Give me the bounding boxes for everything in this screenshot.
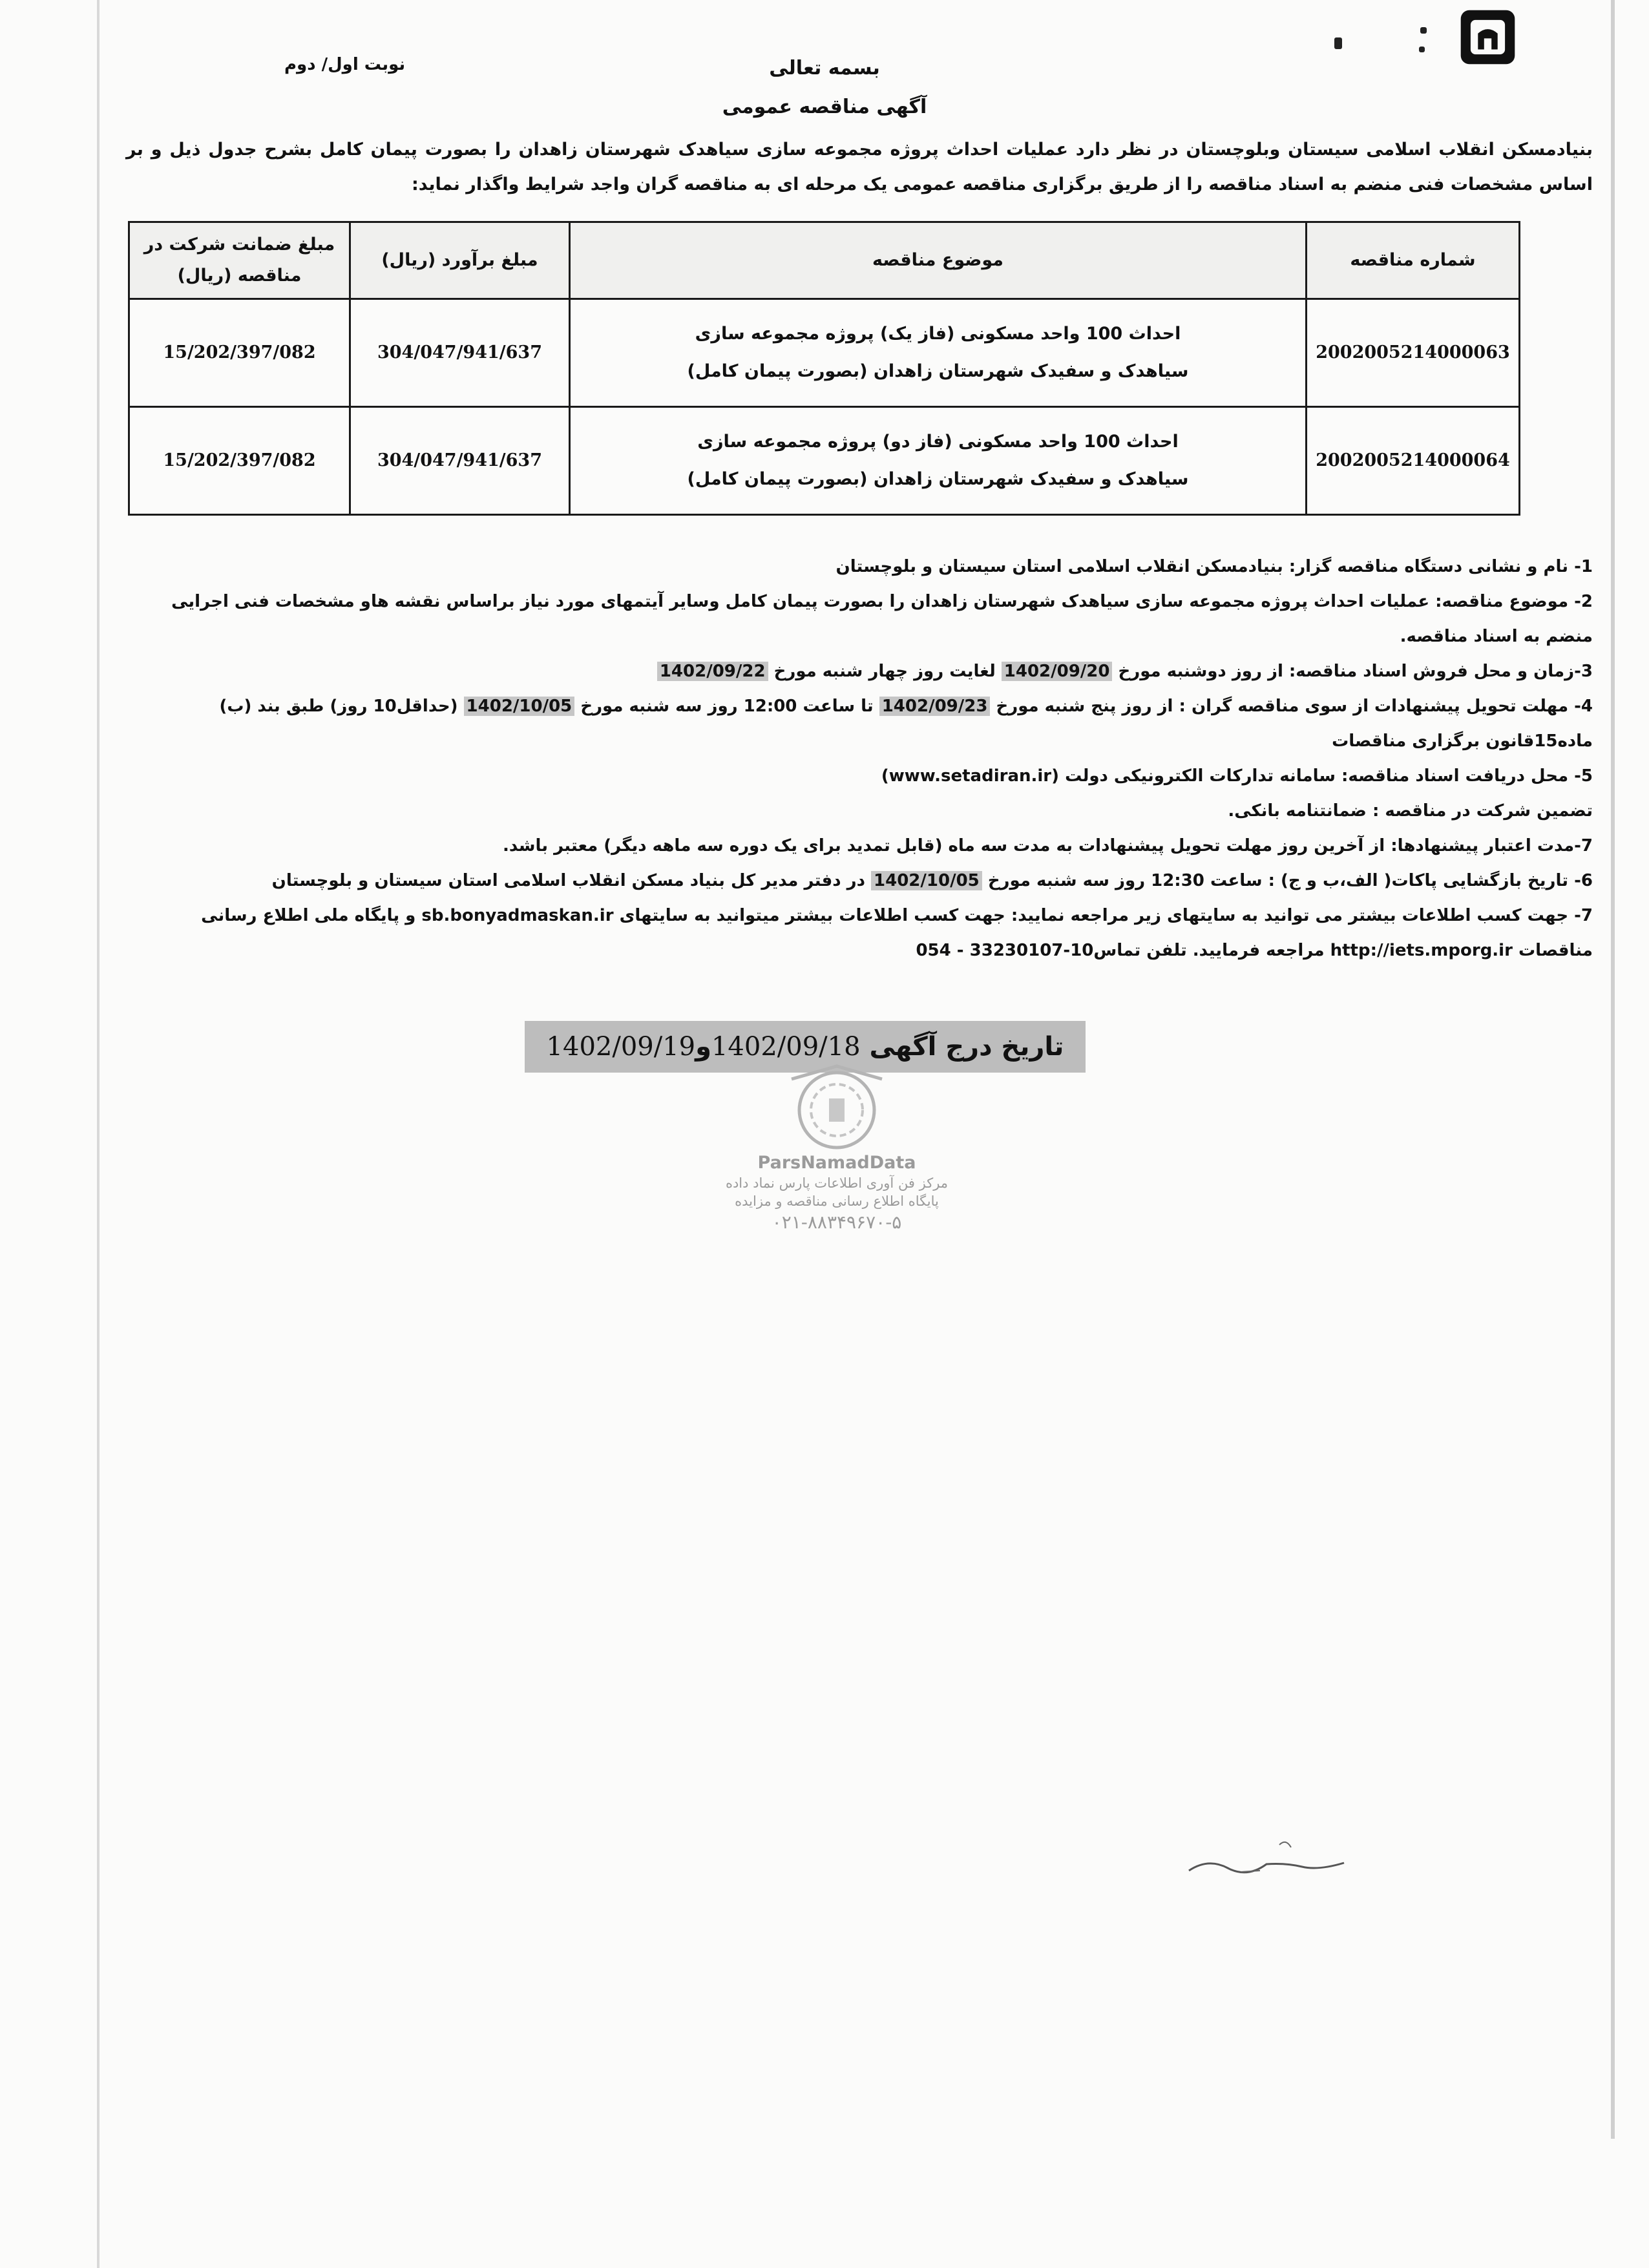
clause-text: 6- تاریخ بازگشایی پاکات( الف،ب و ج) : ساعت 12:30 روز سه شنبه مورخ — [987, 871, 1593, 890]
publish-date: 1402/09/19 — [546, 1032, 696, 1062]
date-highlight: 1402/09/22 — [657, 662, 768, 681]
setad-link[interactable]: (www.setadiran.ir) — [881, 766, 1059, 786]
clause-text: 7- جهت کسب اطلاعات بیشتر می توانید به سایتهای زیر مراجعه نمایید: جهت کسب اطلاعات بیشتر میتوانید به سایتهای — [619, 906, 1593, 925]
watermark-phone: ۰۲۱-۸۸۳۴۹۶۷۰-۵ — [772, 1212, 902, 1233]
clause-text: مراجعه فرمایید. تلفن تماس10-33230107 - 054 — [916, 941, 1325, 960]
date-highlight: 1402/10/05 — [464, 697, 575, 716]
tender-number: 2002005214000063 — [1307, 299, 1520, 407]
page-title: آگهی مناقصه عمومی — [722, 96, 927, 118]
header-tender-number: شماره مناقصه — [1307, 222, 1520, 299]
clause-text: و پایگاه ملی اطلاع رسانی مناقصات — [201, 906, 1593, 960]
page-edge-left — [97, 0, 100, 2268]
tender-table — [128, 221, 1520, 516]
watermark-line: مرکز فن آوری اطلاعات پارس نماد داده — [725, 1175, 949, 1191]
bismillah: بسمه تعالی — [769, 57, 880, 79]
header-guarantee-text: مبلغ ضمانت شرکت در مناقصه (ریال) — [143, 235, 335, 286]
watermark-brand: ParsNamadData — [757, 1153, 916, 1173]
clause-submission-deadline — [129, 689, 1593, 759]
table-row — [129, 299, 1520, 407]
table-header-row — [129, 222, 1520, 299]
header-guarantee — [129, 222, 350, 299]
bonyad-site-link[interactable]: sb.bonyadmaskan.ir — [421, 906, 614, 925]
round-label: نوبت اول/ دوم — [284, 55, 406, 74]
tender-estimate: 304/047/941/637 — [350, 299, 570, 407]
watermark-emblem-icon — [772, 1060, 901, 1150]
tender-estimate: 304/047/941/637 — [350, 407, 570, 515]
date-highlight: 1402/10/05 — [871, 871, 982, 890]
publish-and: و — [695, 1032, 711, 1062]
clause-text: لغایت روز چهار شنبه مورخ — [773, 662, 996, 681]
clause-text: 5- محل دریافت اسناد مناقصه: سامانه تدارکات الکترونیکی دولت — [1065, 766, 1593, 786]
clause-validity: 7-مدت اعتبار پیشنهادها: از آخرین روز مهلت تحویل پیشنهادات به مدت سه ماه (قابل تمدید برای یک دوره سه ماهه دیگر) معتبر باشد. — [503, 836, 1593, 856]
iets-site-link[interactable]: http://iets.mporg.ir — [1330, 941, 1513, 960]
clause-text: تا ساعت 12:00 روز سه شنبه مورخ — [580, 697, 874, 716]
clause-document-sale — [129, 654, 1593, 689]
watermark-line: پایگاه اطلاع رسانی مناقصه و مزایده — [735, 1193, 939, 1209]
date-highlight: 1402/09/23 — [879, 697, 991, 716]
date-highlight: 1402/09/20 — [1002, 662, 1113, 681]
clause-more-info — [129, 898, 1593, 968]
clause-text: 3-زمان و محل فروش اسناد مناقصه: از روز دوشنبه مورخ — [1118, 662, 1593, 681]
header-estimate: مبلغ برآورد (ریال) — [350, 222, 570, 299]
scan-speck — [1334, 37, 1342, 49]
tender-subject-line: احداث 100 واحد مسکونی (فاز یک) پروژه مجموعه سازی — [695, 324, 1181, 344]
tender-guarantee: 15/202/397/082 — [129, 299, 350, 407]
tender-subject — [570, 299, 1307, 407]
table-row — [129, 407, 1520, 515]
tender-guarantee: 15/202/397/082 — [129, 407, 350, 515]
clause-opening — [129, 863, 1593, 898]
clause-guarantee: تضمین شرکت در مناقصه : ضمانتنامه بانکی. — [1228, 801, 1593, 821]
tender-subject-line: احداث 100 واحد مسکونی (فاز دو) پروژه مجموعه سازی — [697, 432, 1179, 452]
parsnamad-watermark — [698, 1060, 976, 1273]
clause-document-location — [129, 759, 1593, 793]
clause-subject: 2- موضوع مناقصه: عملیات احداث پروژه مجموعه سازی سیاهدک شهرستان زاهدان را بصورت پیمان کامل وسایر آیتمهای مورد نیاز براساس نقشه هاو مشخصات فنی اجرایی منضم به اسناد مناقصه. — [171, 592, 1593, 646]
publish-date: 1402/09/18 — [711, 1032, 861, 1062]
signature-mark — [1182, 1825, 1363, 1884]
tender-subject-line: سیاهدک و سفیدک شهرستان زاهدان (بصورت پیمان کامل) — [687, 469, 1189, 489]
clauses-list — [129, 549, 1593, 968]
clause-text: 4- مهلت تحویل پیشنهادات از سوی مناقصه گران : از روز پنج شنبه مورخ — [996, 697, 1593, 716]
clause-text: (حداقل10 روز) طبق بند (ب) ماده15قانون برگزاری مناقصات — [219, 697, 1593, 751]
header-tender-subject: موضوع مناقصه — [570, 222, 1307, 299]
clause-organizer: 1- نام و نشانی دستگاه مناقصه گزار: بنیادمسکن انقلاب اسلامی استان سیستان و بلوچستان — [835, 557, 1593, 576]
scan-speck — [1419, 47, 1425, 52]
intro-paragraph: بنیادمسکن انقلاب اسلامی سیستان وبلوچستان در نظر دارد عملیات احداث پروژه مجموعه سازی سیاهدک شهرستان زاهدان را بصورت پیمان کامل بشرح جدول ذیل و بر اساس مشخصات فنی منضم به اسناد مناقصه را از طریق برگزاری مناقصه عمومی یک مرحله ای به مناقصه گران واجد شرایط واگذار نماید: — [126, 140, 1593, 194]
page-edge-right — [1611, 0, 1615, 2139]
tender-subject — [570, 407, 1307, 515]
publish-label: تاریخ درج آگهی — [869, 1032, 1064, 1062]
tender-subject-line: سیاهدک و سفیدک شهرستان زاهدان (بصورت پیمان کامل) — [687, 361, 1189, 381]
clause-text: در دفتر مدیر کل بنیاد مسکن انقلاب اسلامی استان سیستان و بلوچستان — [271, 871, 865, 890]
scan-speck — [1420, 27, 1427, 34]
tender-number: 2002005214000064 — [1307, 407, 1520, 515]
